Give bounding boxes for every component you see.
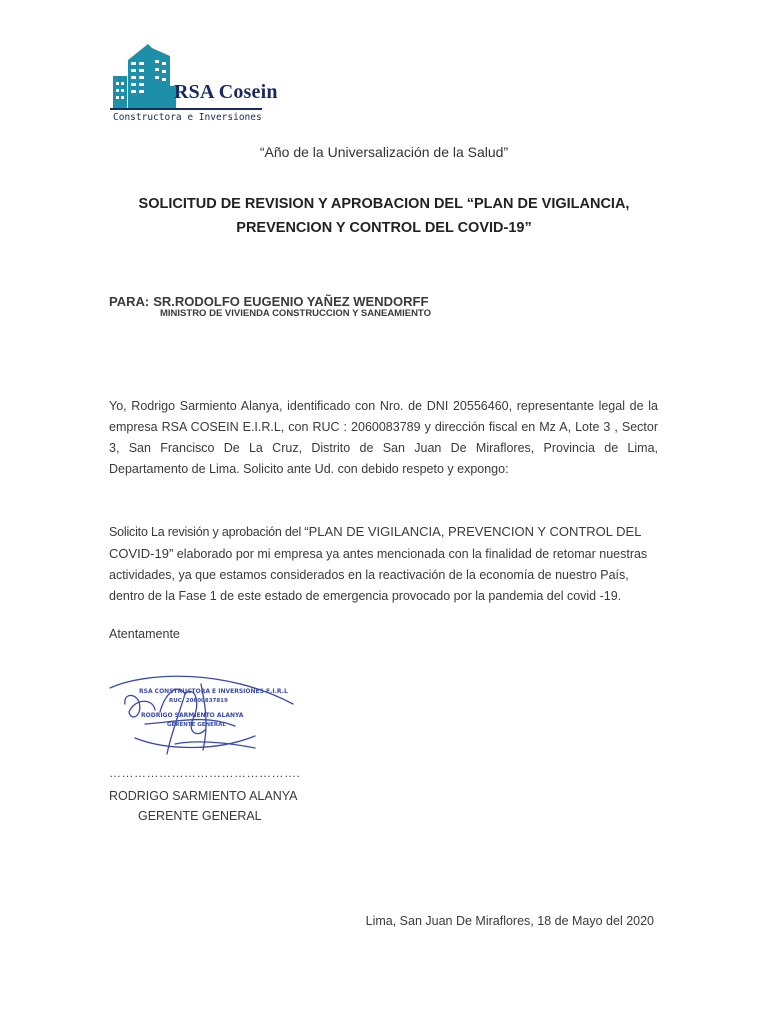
place-and-date: Lima, San Juan De Miraflores, 18 de Mayo del 2020: [365, 914, 654, 928]
stamp-line-3: RODRIGO SARMIENTO ALANYA: [141, 712, 244, 719]
title-line-2: PREVENCION Y CONTROL DEL COVID-19”: [236, 220, 532, 236]
signature-image: [105, 664, 305, 764]
year-motto: “Año de la Universalización de la Salud”: [259, 144, 509, 160]
plan-name: “PLAN DE VIGILANCIA, PREVENCION Y CONTROL DEL COVID-19”: [109, 524, 641, 561]
company-logo: [108, 42, 278, 126]
signature-line: ……………………………………….: [109, 766, 301, 780]
logo-subtitle: Constructora e Inversiones: [113, 112, 262, 123]
request-rest: elaborado por mi empresa ya antes mencionada con la finalidad de retomar nuestras actividades, ya que estamos considerados en la reactivación de la economía de nuestro País, dentro de la Fase 1 de este estado de emergencia provocado por la pandemia del covid -19.: [109, 547, 648, 603]
stamp-line-1: RSA CONSTRUCTORA E INVERSIONES E.I.R.L: [139, 688, 288, 695]
document-title: [0, 192, 768, 240]
closing: Atentamente: [109, 627, 180, 641]
signature-stamp: [105, 664, 305, 764]
stamp-line-4: GERENTE GENERAL: [167, 722, 226, 728]
recipient-label: PARA:: [109, 294, 150, 309]
body-paragraph-1: Yo, Rodrigo Sarmiento Alanya, identificado con Nro. de DNI 20556460, representante legal de la empresa RSA COSEIN E.I.R.L, con RUC : 2060083789 y dirección fiscal en Mz A, Lote 3 , Sector 3, San Francisco De La Cruz, Distrito de San Juan De Miraflores, Provincia de Lima, Departamento de Lima. Solicito ante Ud. con debido respeto y expongo:: [109, 399, 658, 476]
recipient-line: [109, 294, 428, 309]
signer-name: RODRIGO SARMIENTO ALANYA: [109, 789, 298, 803]
logo-company-name: RSA Cosein: [174, 81, 278, 103]
title-line-1: SOLICITUD DE REVISION Y APROBACION DEL “PLAN DE VIGILANCIA,: [138, 196, 630, 212]
stamp-line-2: RUC. 20600837819: [169, 698, 228, 704]
recipient-name: SR.RODOLFO EUGENIO YAÑEZ WENDORFF: [153, 294, 429, 309]
body-paragraph-2: [109, 521, 658, 607]
signer-role: GERENTE GENERAL: [138, 809, 262, 823]
recipient-ministry: MINISTRO DE VIVIENDA CONSTRUCCION Y SANEAMIENTO: [160, 308, 431, 319]
request-text: Solicito La revisión y aprobación del: [109, 525, 305, 539]
